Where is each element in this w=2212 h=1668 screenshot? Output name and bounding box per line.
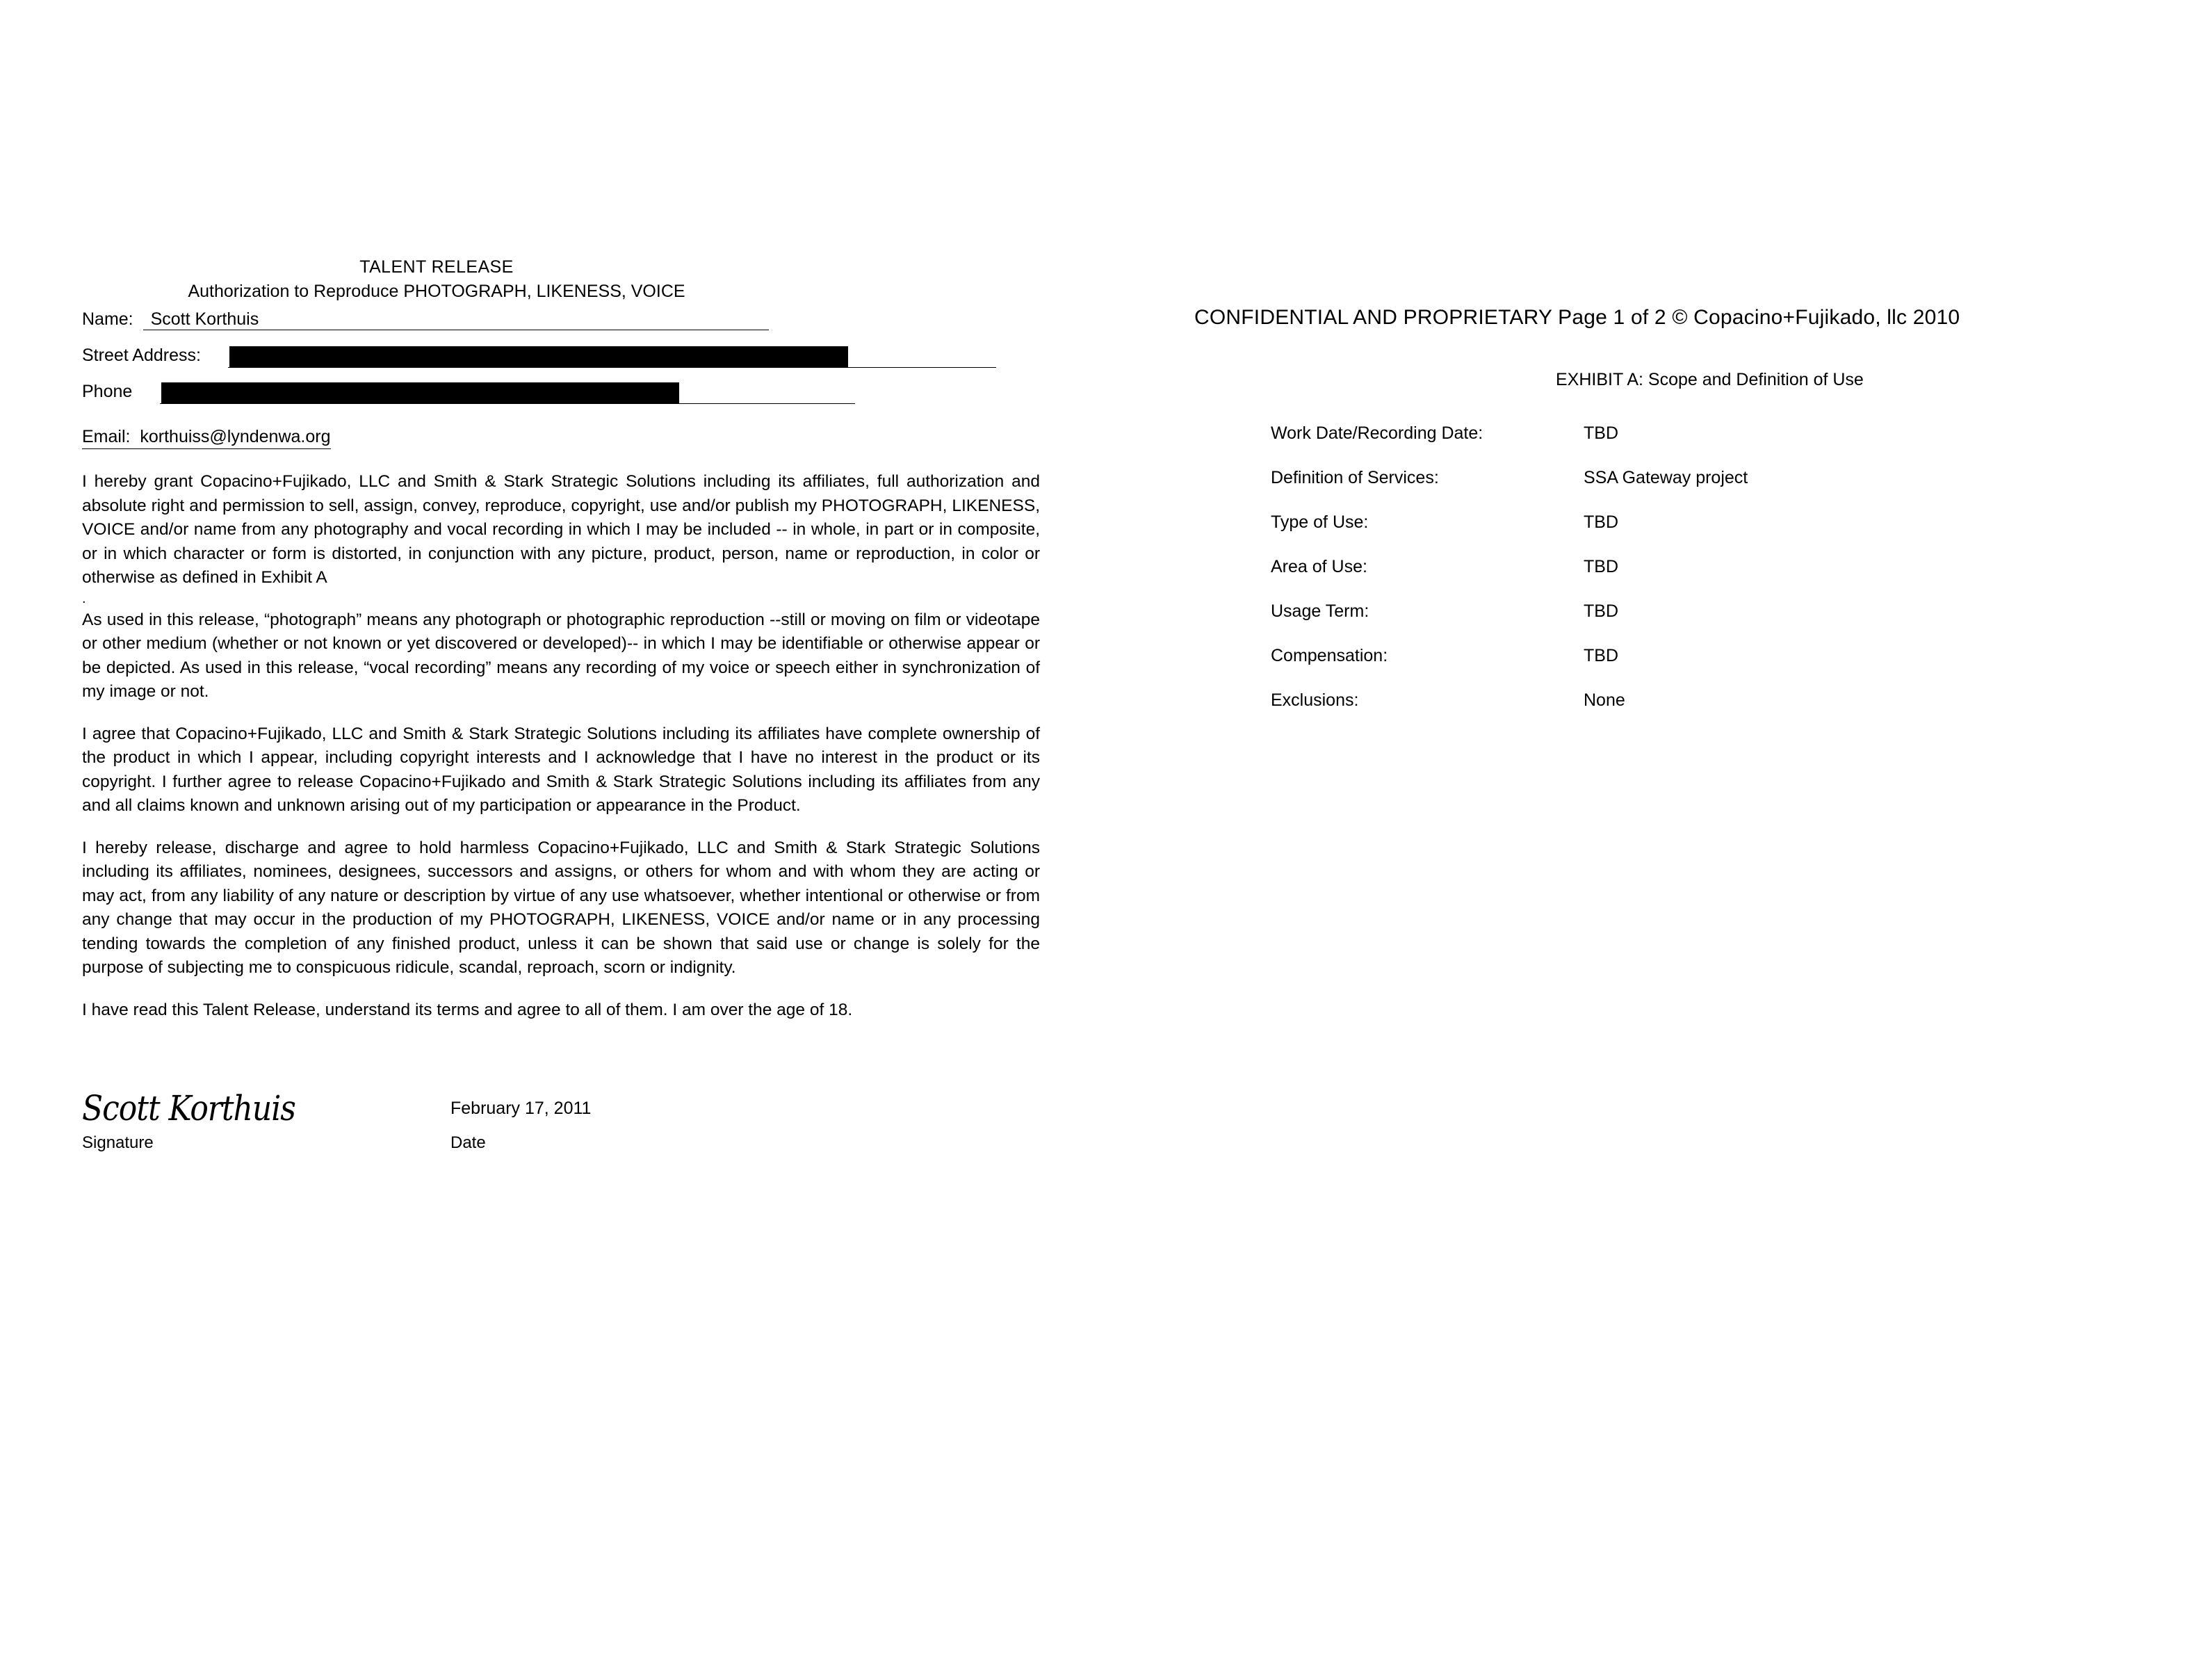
name-field-row: [82, 309, 1027, 345]
paragraph-release: I hereby release, discharge and agree to hold harmless Copacino+Fujikado, LLC and Smith & Stark Strategic Solutions including its affiliates, nominees, designees, successors and assigns, or others for whom and with whom they are acting or may act, from any liability of any nature or description by virtue of any use whatsoever, whether intentional or otherwise or from any change that may occur in the production of my PHOTOGRAPH, LIKENESS, VOICE and/or name or in any processing tending towards the completion of any finished product, unless it can be shown that said use or change is solely for the purpose of subjecting me to conspicuous ridicule, scandal, reproach, scorn or indignity.: [82, 838, 1040, 977]
page-subtitle: Authorization to Reproduce PHOTOGRAPH, LIKENESS, VOICE: [188, 282, 685, 301]
phone-field-row: [82, 381, 1027, 417]
table-row: [1271, 512, 1748, 557]
row-value: TBD: [1584, 601, 1618, 621]
phone-redaction: [161, 382, 679, 403]
table-row: [1271, 557, 1748, 601]
table-row: [1271, 423, 1748, 468]
phone-label: Phone: [82, 382, 133, 401]
name-label: Name:: [82, 309, 133, 329]
paragraph-acknowledgement: I have read this Talent Release, understand its terms and agree to all of them. I am over the age of 18.: [82, 1000, 853, 1019]
table-row: [1271, 690, 1748, 735]
exhibit-a-page: [1194, 306, 2168, 735]
row-value: TBD: [1584, 423, 1618, 443]
street-address-label: Street Address:: [82, 346, 201, 365]
row-value: TBD: [1584, 557, 1618, 576]
signature-block: [82, 1089, 1027, 1165]
row-label: Area of Use:: [1271, 557, 1367, 576]
row-value: TBD: [1584, 512, 1618, 532]
table-row: [1271, 646, 1748, 690]
street-address-rule: [228, 367, 996, 368]
street-address-redaction: [229, 346, 848, 367]
row-label: Definition of Services:: [1271, 468, 1439, 487]
row-label: Compensation:: [1271, 646, 1388, 665]
talent-release-page: [82, 257, 1040, 1165]
email-label: Email:: [82, 427, 131, 446]
row-value: None: [1584, 690, 1625, 710]
street-address-field-row: [82, 345, 1027, 381]
row-value: TBD: [1584, 646, 1618, 665]
email-field-row: [82, 427, 1027, 449]
email-label-and-value: [82, 427, 331, 449]
signature-label: Signature: [82, 1133, 154, 1152]
date-label: Date: [450, 1133, 486, 1152]
paragraph-ownership: I agree that Copacino+Fujikado, LLC and Smith & Stark Strategic Solutions including its affiliates have complete ownership of the product in which I appear, including copyright interests and I acknowledge that I have no interest in the product or its copyright. I further agree to release Copacino+Fujikado and Smith & Stark Strategic Solutions including its affiliates from any and all claims known and unknown arising out of my participation or appearance in the Product.: [82, 724, 1040, 815]
paragraph-definitions: As used in this release, “photograph” means any photograph or photographic reproduction --still or moving on film or videotape or other medium (whether or not known or yet discovered or developed)-- in which I may be identifiable or otherwise appear or be depicted. As used in this release, “vocal recording” means any recording of my voice or speech either in synchronization of my image or not.: [82, 610, 1040, 701]
confidential-footer-line: CONFIDENTIAL AND PROPRIETARY Page 1 of 2 © Copacino+Fujikado, llc 2010: [1194, 306, 1960, 329]
row-value: SSA Gateway project: [1584, 468, 1748, 487]
exhibit-table-body: [1271, 423, 1748, 735]
row-label: Usage Term:: [1271, 601, 1369, 621]
exhibit-title: EXHIBIT A: Scope and Definition of Use: [1556, 370, 1864, 389]
table-row: [1271, 468, 1748, 512]
page-title: TALENT RELEASE: [359, 257, 514, 277]
dot-marker: .: [82, 590, 86, 606]
name-value: Scott Korthuis: [150, 309, 259, 329]
exhibit-scope-table: [1271, 423, 1748, 735]
signature-date-value: February 17, 2011: [450, 1099, 592, 1118]
paragraph-grant: I hereby grant Copacino+Fujikado, LLC and Smith & Stark Strategic Solutions including its affiliates, full authorization and absolute right and permission to sell, assign, convey, reproduce, copyright, use and/or publish my PHOTOGRAPH, LIKENESS, VOICE and/or name from any photography and vocal recording in which I may be included -- in whole, in part or in composite, or in which character or form is distorted, in conjunction with any picture, product, person, name or reproduction, in color or otherwise as defined in Exhibit A: [82, 472, 1040, 587]
table-row: [1271, 601, 1748, 646]
row-label: Exclusions:: [1271, 690, 1359, 710]
row-label: Work Date/Recording Date:: [1271, 423, 1483, 443]
row-label: Type of Use:: [1271, 512, 1369, 532]
signature-image: Scott Korthuis: [82, 1089, 295, 1129]
email-value: korthuiss@lyndenwa.org: [140, 427, 331, 446]
phone-rule: [160, 403, 855, 404]
